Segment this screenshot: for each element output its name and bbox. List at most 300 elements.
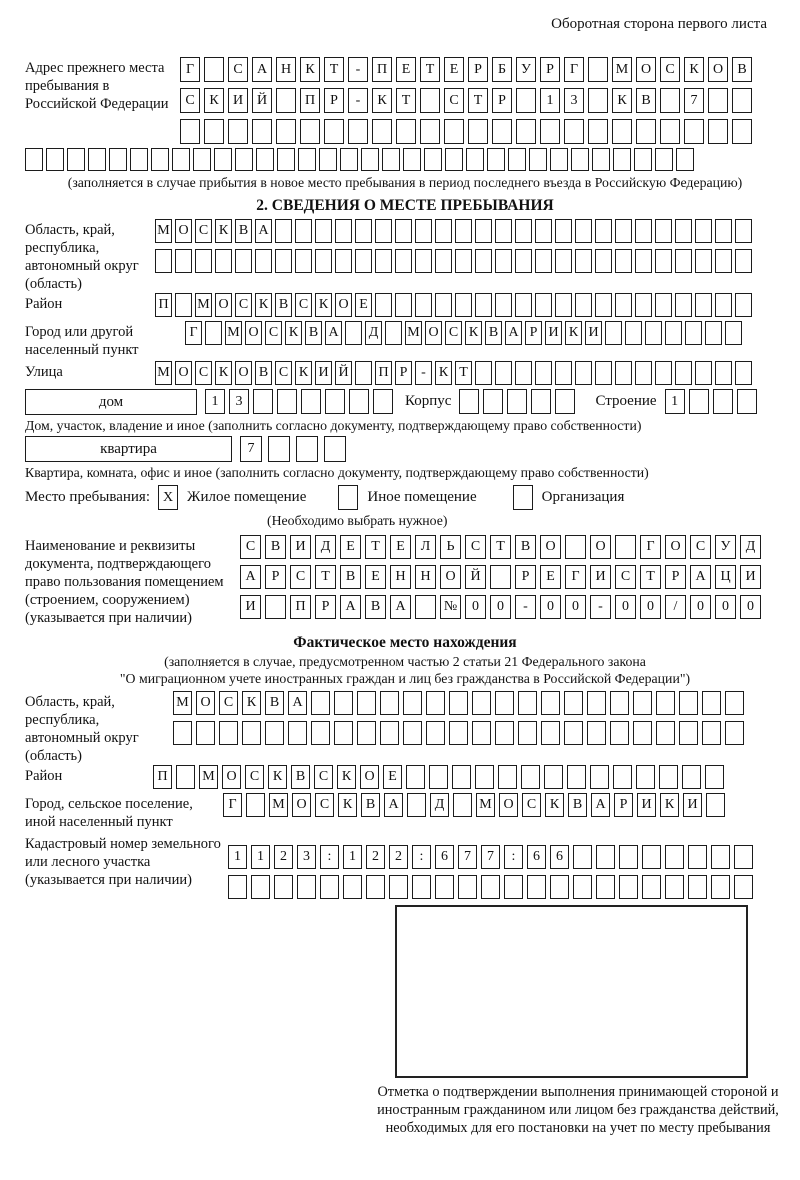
char-cell[interactable] — [459, 389, 479, 414]
char-cell[interactable] — [735, 249, 752, 273]
char-cell[interactable]: М — [199, 765, 218, 789]
char-cell[interactable]: К — [545, 793, 564, 817]
char-cell[interactable]: - — [515, 595, 536, 619]
char-cell[interactable] — [635, 361, 652, 385]
char-cell[interactable] — [255, 249, 272, 273]
char-cell[interactable] — [592, 148, 610, 171]
char-cell[interactable] — [535, 293, 552, 317]
char-cell[interactable]: И — [585, 321, 602, 345]
char-cell[interactable] — [487, 148, 505, 171]
char-cell[interactable] — [25, 148, 43, 171]
char-cell[interactable]: Р — [614, 793, 633, 817]
char-cell[interactable]: Е — [340, 535, 361, 559]
char-cell[interactable]: К — [684, 57, 704, 82]
char-cell[interactable] — [155, 249, 172, 273]
char-cell[interactable] — [564, 691, 583, 715]
char-cell[interactable] — [311, 691, 330, 715]
char-cell[interactable] — [435, 219, 452, 243]
char-cell[interactable] — [615, 219, 632, 243]
char-cell[interactable] — [636, 119, 656, 144]
char-cell[interactable] — [655, 148, 673, 171]
char-cell[interactable]: С — [219, 691, 238, 715]
char-cell[interactable]: 1 — [540, 88, 560, 113]
char-cell[interactable]: С — [180, 88, 200, 113]
char-cell[interactable] — [732, 88, 752, 113]
char-cell[interactable]: Й — [335, 361, 352, 385]
char-cell[interactable]: Т — [324, 57, 344, 82]
char-cell[interactable] — [725, 321, 742, 345]
char-cell[interactable] — [295, 249, 312, 273]
char-cell[interactable] — [615, 535, 636, 559]
char-cell[interactable]: С — [265, 321, 282, 345]
char-cell[interactable]: Д — [315, 535, 336, 559]
char-cell[interactable] — [612, 119, 632, 144]
char-cell[interactable]: В — [636, 88, 656, 113]
char-cell[interactable]: Р — [665, 565, 686, 589]
char-cell[interactable]: 1 — [251, 845, 270, 869]
char-cell[interactable] — [268, 436, 290, 462]
char-cell[interactable] — [575, 249, 592, 273]
char-cell[interactable] — [655, 361, 672, 385]
char-cell[interactable]: 7 — [684, 88, 704, 113]
char-cell[interactable] — [492, 119, 512, 144]
char-cell[interactable]: 0 — [615, 595, 636, 619]
char-cell[interactable] — [298, 148, 316, 171]
char-cell[interactable]: С — [275, 361, 292, 385]
char-cell[interactable] — [688, 845, 707, 869]
char-cell[interactable]: И — [240, 595, 261, 619]
char-cell[interactable] — [665, 321, 682, 345]
char-cell[interactable] — [205, 321, 222, 345]
char-cell[interactable]: П — [290, 595, 311, 619]
char-cell[interactable] — [516, 88, 536, 113]
char-cell[interactable] — [642, 875, 661, 899]
char-cell[interactable] — [544, 765, 563, 789]
char-cell[interactable]: Г — [185, 321, 202, 345]
char-cell[interactable] — [655, 249, 672, 273]
char-cell[interactable] — [507, 389, 527, 414]
char-cell[interactable]: В — [485, 321, 502, 345]
char-cell[interactable]: П — [153, 765, 172, 789]
char-cell[interactable] — [508, 148, 526, 171]
char-cell[interactable]: С — [660, 57, 680, 82]
char-cell[interactable]: Г — [564, 57, 584, 82]
char-cell[interactable]: 7 — [458, 845, 477, 869]
char-cell[interactable]: Л — [415, 535, 436, 559]
char-cell[interactable] — [655, 293, 672, 317]
char-cell[interactable] — [575, 361, 592, 385]
char-cell[interactable]: Т — [640, 565, 661, 589]
char-cell[interactable] — [567, 765, 586, 789]
char-cell[interactable]: П — [155, 293, 172, 317]
char-cell[interactable] — [595, 361, 612, 385]
char-cell[interactable] — [688, 875, 707, 899]
char-cell[interactable] — [675, 219, 692, 243]
char-cell[interactable] — [195, 249, 212, 273]
char-cell[interactable] — [301, 389, 321, 414]
char-cell[interactable]: 7 — [481, 845, 500, 869]
char-cell[interactable]: Р — [540, 57, 560, 82]
char-cell[interactable] — [276, 88, 296, 113]
char-cell[interactable] — [334, 721, 353, 745]
char-cell[interactable] — [516, 119, 536, 144]
char-cell[interactable]: С — [445, 321, 462, 345]
char-cell[interactable]: 0 — [465, 595, 486, 619]
char-cell[interactable]: А — [288, 691, 307, 715]
char-cell[interactable] — [595, 293, 612, 317]
char-cell[interactable]: - — [590, 595, 611, 619]
char-cell[interactable] — [455, 219, 472, 243]
char-cell[interactable]: В — [235, 219, 252, 243]
char-cell[interactable]: : — [504, 845, 523, 869]
char-cell[interactable]: И — [590, 565, 611, 589]
char-cell[interactable]: Р — [468, 57, 488, 82]
char-cell[interactable] — [490, 565, 511, 589]
char-cell[interactable]: К — [215, 219, 232, 243]
char-cell[interactable] — [348, 119, 368, 144]
char-cell[interactable] — [340, 148, 358, 171]
char-cell[interactable] — [619, 875, 638, 899]
char-cell[interactable] — [403, 148, 421, 171]
char-cell[interactable]: Т — [455, 361, 472, 385]
char-cell[interactable] — [706, 793, 725, 817]
char-cell[interactable] — [475, 361, 492, 385]
char-cell[interactable] — [695, 361, 712, 385]
char-cell[interactable] — [228, 875, 247, 899]
char-cell[interactable] — [175, 293, 192, 317]
char-cell[interactable] — [151, 148, 169, 171]
char-cell[interactable] — [193, 148, 211, 171]
char-cell[interactable] — [635, 293, 652, 317]
char-cell[interactable] — [275, 249, 292, 273]
char-cell[interactable] — [596, 845, 615, 869]
char-cell[interactable] — [483, 389, 503, 414]
char-cell[interactable] — [375, 249, 392, 273]
char-cell[interactable] — [335, 219, 352, 243]
char-cell[interactable]: Ц — [715, 565, 736, 589]
char-cell[interactable]: 3 — [229, 389, 249, 414]
char-cell[interactable]: К — [337, 765, 356, 789]
char-cell[interactable]: К — [372, 88, 392, 113]
char-cell[interactable] — [635, 219, 652, 243]
char-cell[interactable]: Е — [540, 565, 561, 589]
char-cell[interactable] — [475, 219, 492, 243]
char-cell[interactable] — [246, 793, 265, 817]
char-cell[interactable]: У — [715, 535, 736, 559]
char-cell[interactable]: О — [440, 565, 461, 589]
char-cell[interactable] — [555, 389, 575, 414]
char-cell[interactable] — [675, 249, 692, 273]
char-cell[interactable]: 1 — [343, 845, 362, 869]
char-cell[interactable] — [521, 765, 540, 789]
char-cell[interactable]: И — [290, 535, 311, 559]
char-cell[interactable] — [495, 691, 514, 715]
char-cell[interactable] — [689, 389, 709, 414]
char-cell[interactable] — [615, 361, 632, 385]
char-cell[interactable] — [590, 765, 609, 789]
char-cell[interactable] — [466, 148, 484, 171]
char-cell[interactable] — [420, 88, 440, 113]
char-cell[interactable] — [587, 691, 606, 715]
char-cell[interactable] — [455, 249, 472, 273]
char-cell[interactable]: Д — [365, 321, 382, 345]
char-cell[interactable]: С — [465, 535, 486, 559]
char-cell[interactable]: Р — [265, 565, 286, 589]
char-cell[interactable]: С — [314, 765, 333, 789]
char-cell[interactable]: : — [412, 845, 431, 869]
char-cell[interactable]: Е — [444, 57, 464, 82]
char-cell[interactable]: О — [215, 293, 232, 317]
char-cell[interactable]: А — [240, 565, 261, 589]
char-cell[interactable]: О — [292, 793, 311, 817]
char-cell[interactable]: К — [242, 691, 261, 715]
char-cell[interactable] — [407, 793, 426, 817]
char-cell[interactable] — [515, 361, 532, 385]
char-cell[interactable]: К — [435, 361, 452, 385]
char-cell[interactable]: Г — [640, 535, 661, 559]
char-cell[interactable] — [274, 875, 293, 899]
char-cell[interactable] — [656, 691, 675, 715]
char-cell[interactable] — [252, 119, 272, 144]
char-cell[interactable]: С — [235, 293, 252, 317]
char-cell[interactable]: 0 — [640, 595, 661, 619]
char-cell[interactable]: М — [225, 321, 242, 345]
char-cell[interactable]: А — [340, 595, 361, 619]
char-cell[interactable] — [540, 119, 560, 144]
char-cell[interactable] — [130, 148, 148, 171]
char-cell[interactable]: М — [195, 293, 212, 317]
char-cell[interactable] — [735, 293, 752, 317]
char-cell[interactable] — [550, 875, 569, 899]
char-cell[interactable] — [732, 119, 752, 144]
char-cell[interactable] — [435, 293, 452, 317]
char-cell[interactable] — [708, 88, 728, 113]
char-cell[interactable]: А — [390, 595, 411, 619]
char-cell[interactable] — [495, 219, 512, 243]
char-cell[interactable] — [325, 389, 345, 414]
char-cell[interactable] — [265, 721, 284, 745]
char-cell[interactable]: С — [195, 219, 212, 243]
char-cell[interactable] — [412, 875, 431, 899]
char-cell[interactable]: Й — [252, 88, 272, 113]
char-cell[interactable]: К — [300, 57, 320, 82]
char-cell[interactable] — [277, 389, 297, 414]
char-cell[interactable] — [555, 219, 572, 243]
char-cell[interactable] — [595, 219, 612, 243]
char-cell[interactable] — [684, 119, 704, 144]
char-cell[interactable] — [705, 321, 722, 345]
char-cell[interactable] — [311, 721, 330, 745]
char-cell[interactable]: Е — [396, 57, 416, 82]
char-cell[interactable] — [645, 321, 662, 345]
char-cell[interactable]: О — [708, 57, 728, 82]
char-cell[interactable] — [455, 293, 472, 317]
char-cell[interactable] — [444, 119, 464, 144]
char-cell[interactable]: А — [252, 57, 272, 82]
char-cell[interactable] — [634, 148, 652, 171]
char-cell[interactable] — [481, 875, 500, 899]
char-cell[interactable] — [656, 721, 675, 745]
char-cell[interactable] — [235, 249, 252, 273]
char-cell[interactable] — [734, 845, 753, 869]
char-cell[interactable] — [324, 436, 346, 462]
char-cell[interactable] — [343, 875, 362, 899]
char-cell[interactable] — [361, 148, 379, 171]
char-cell[interactable]: Е — [383, 765, 402, 789]
char-cell[interactable]: № — [440, 595, 461, 619]
char-cell[interactable] — [296, 436, 318, 462]
char-cell[interactable]: С — [615, 565, 636, 589]
char-cell[interactable] — [415, 293, 432, 317]
char-cell[interactable]: 3 — [564, 88, 584, 113]
char-cell[interactable]: О — [590, 535, 611, 559]
char-cell[interactable] — [415, 249, 432, 273]
char-cell[interactable] — [320, 875, 339, 899]
char-cell[interactable] — [660, 88, 680, 113]
char-cell[interactable] — [215, 249, 232, 273]
char-cell[interactable] — [655, 219, 672, 243]
char-cell[interactable] — [633, 721, 652, 745]
char-cell[interactable]: В — [568, 793, 587, 817]
char-cell[interactable] — [665, 875, 684, 899]
char-cell[interactable] — [531, 389, 551, 414]
char-cell[interactable] — [173, 721, 192, 745]
char-cell[interactable] — [575, 293, 592, 317]
char-cell[interactable] — [734, 875, 753, 899]
char-cell[interactable] — [636, 765, 655, 789]
char-cell[interactable] — [675, 361, 692, 385]
char-cell[interactable] — [219, 721, 238, 745]
char-cell[interactable] — [610, 721, 629, 745]
char-cell[interactable]: В — [732, 57, 752, 82]
char-cell[interactable] — [109, 148, 127, 171]
char-cell[interactable] — [295, 219, 312, 243]
char-cell[interactable]: Р — [492, 88, 512, 113]
char-cell[interactable]: И — [683, 793, 702, 817]
char-cell[interactable] — [725, 721, 744, 745]
char-cell[interactable]: В — [365, 595, 386, 619]
char-cell[interactable] — [277, 148, 295, 171]
char-cell[interactable]: М — [155, 361, 172, 385]
char-cell[interactable] — [403, 691, 422, 715]
char-cell[interactable]: У — [516, 57, 536, 82]
char-cell[interactable]: В — [275, 293, 292, 317]
char-cell[interactable] — [435, 249, 452, 273]
char-cell[interactable] — [472, 721, 491, 745]
char-cell[interactable] — [571, 148, 589, 171]
char-cell[interactable] — [633, 691, 652, 715]
char-cell[interactable] — [660, 119, 680, 144]
char-cell[interactable]: К — [268, 765, 287, 789]
char-cell[interactable]: Д — [430, 793, 449, 817]
char-cell[interactable] — [382, 148, 400, 171]
char-cell[interactable]: М — [612, 57, 632, 82]
char-cell[interactable]: В — [265, 535, 286, 559]
char-cell[interactable] — [172, 148, 190, 171]
char-cell[interactable] — [735, 219, 752, 243]
char-cell[interactable] — [615, 293, 632, 317]
char-cell[interactable] — [615, 249, 632, 273]
char-cell[interactable] — [715, 293, 732, 317]
char-cell[interactable]: К — [285, 321, 302, 345]
char-cell[interactable]: М — [476, 793, 495, 817]
char-cell[interactable] — [475, 249, 492, 273]
char-cell[interactable]: К — [612, 88, 632, 113]
char-cell[interactable] — [453, 793, 472, 817]
char-cell[interactable]: 6 — [435, 845, 454, 869]
char-cell[interactable]: В — [255, 361, 272, 385]
char-cell[interactable]: И — [228, 88, 248, 113]
char-cell[interactable]: 6 — [550, 845, 569, 869]
char-cell[interactable] — [625, 321, 642, 345]
char-cell[interactable]: К — [215, 361, 232, 385]
char-cell[interactable]: С — [522, 793, 541, 817]
char-cell[interactable] — [415, 595, 436, 619]
char-cell[interactable]: Б — [492, 57, 512, 82]
char-cell[interactable]: О — [425, 321, 442, 345]
char-cell[interactable] — [665, 845, 684, 869]
char-cell[interactable] — [527, 875, 546, 899]
char-cell[interactable]: П — [372, 57, 392, 82]
char-cell[interactable] — [253, 389, 273, 414]
char-cell[interactable]: 0 — [715, 595, 736, 619]
char-cell[interactable] — [288, 721, 307, 745]
char-cell[interactable] — [515, 219, 532, 243]
char-cell[interactable]: Р — [315, 595, 336, 619]
char-cell[interactable] — [518, 691, 537, 715]
char-cell[interactable] — [449, 691, 468, 715]
char-cell[interactable] — [276, 119, 296, 144]
char-cell[interactable]: С — [295, 293, 312, 317]
char-cell[interactable]: М — [405, 321, 422, 345]
char-cell[interactable]: 0 — [540, 595, 561, 619]
char-cell[interactable] — [468, 119, 488, 144]
char-cell[interactable] — [357, 721, 376, 745]
char-cell[interactable]: А — [325, 321, 342, 345]
char-cell[interactable] — [355, 249, 372, 273]
char-cell[interactable]: Д — [740, 535, 761, 559]
char-cell[interactable] — [495, 249, 512, 273]
char-cell[interactable] — [176, 765, 195, 789]
char-cell[interactable]: Н — [390, 565, 411, 589]
char-cell[interactable]: : — [320, 845, 339, 869]
char-cell[interactable]: А — [384, 793, 403, 817]
char-cell[interactable] — [588, 88, 608, 113]
char-cell[interactable] — [426, 721, 445, 745]
char-cell[interactable]: Т — [396, 88, 416, 113]
char-cell[interactable] — [535, 219, 552, 243]
char-cell[interactable] — [588, 57, 608, 82]
char-cell[interactable] — [175, 249, 192, 273]
char-cell[interactable] — [679, 691, 698, 715]
char-cell[interactable]: 0 — [490, 595, 511, 619]
stay-type-checkbox-organization[interactable] — [513, 485, 533, 510]
char-cell[interactable]: К — [565, 321, 582, 345]
char-cell[interactable]: Е — [365, 565, 386, 589]
char-cell[interactable] — [713, 389, 733, 414]
char-cell[interactable]: М — [269, 793, 288, 817]
char-cell[interactable] — [495, 293, 512, 317]
char-cell[interactable]: О — [499, 793, 518, 817]
char-cell[interactable]: Ь — [440, 535, 461, 559]
char-cell[interactable]: П — [300, 88, 320, 113]
char-cell[interactable] — [395, 219, 412, 243]
char-cell[interactable] — [396, 119, 416, 144]
char-cell[interactable] — [319, 148, 337, 171]
char-cell[interactable] — [424, 148, 442, 171]
char-cell[interactable]: О — [665, 535, 686, 559]
char-cell[interactable] — [515, 249, 532, 273]
